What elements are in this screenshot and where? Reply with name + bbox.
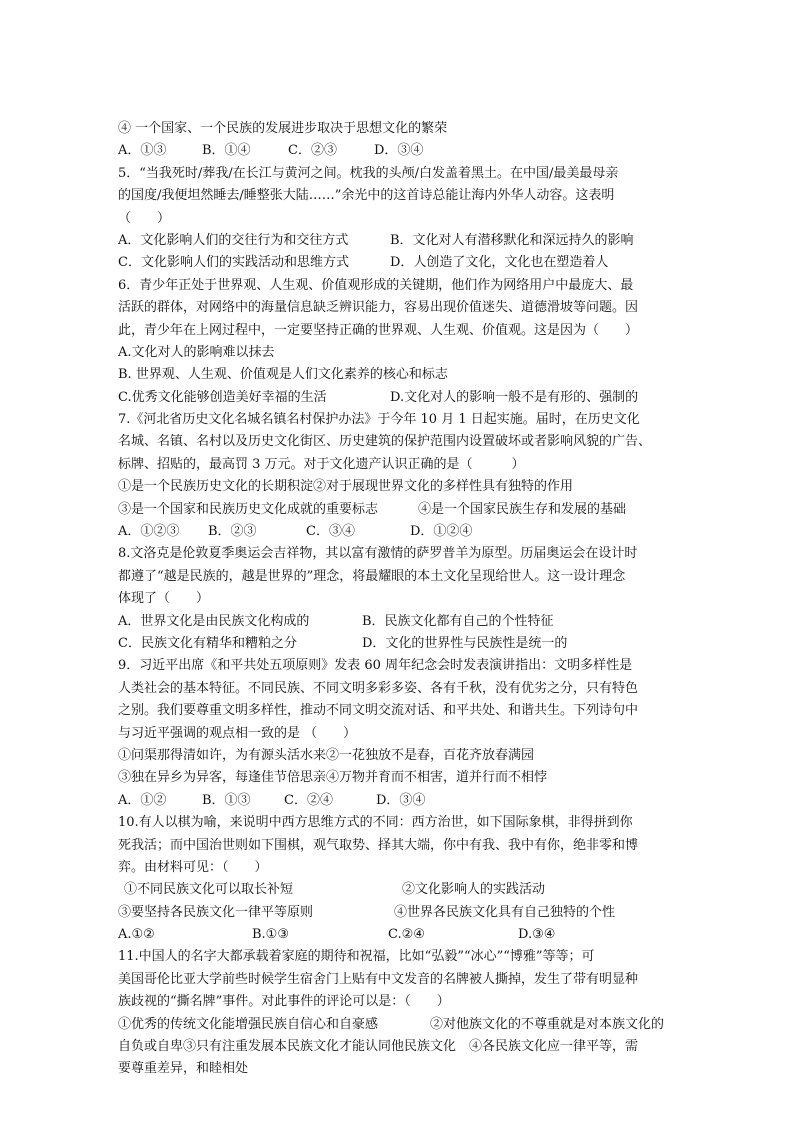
q6-stem-line-3: 此，青少年在上网过程中，一定要坚持正确的世界观、人生观、价值观。这是因为（ ） xyxy=(118,322,639,338)
q8-option-a[interactable]: A．世界文化是由民族文化构成的 xyxy=(118,613,310,629)
q9-statements-1-2: ①问渠那得清如许，为有源头活水来②一花独放不是春，百花齐放春满园 xyxy=(118,747,535,763)
q9-stem-line-4: 与习近平强调的观点相一致的是 （ ） xyxy=(118,725,357,741)
q5-options-row-1 xyxy=(118,230,678,252)
q9-option-b[interactable]: B．①③ xyxy=(202,792,251,808)
q8-option-c[interactable]: C．民族文化有精华和糟粕之分 xyxy=(118,635,297,651)
q7-stem-line-3: 标牌、招贴的，最高罚 3 万元。对于文化遗产认识正确的是（ ） xyxy=(118,456,525,472)
q10-option-d[interactable]: D.③④ xyxy=(518,927,556,943)
q10-stem-line-1: 10.有人以棋为喻，来说明中西方思维方式的不同：西方治世，如下国际象棋，非得拼到你 xyxy=(118,815,633,831)
q9-stem-line-2: 人类社会的基本特征。不同民族、不同文明多彩多姿、各有千秋，没有优劣之分，只有特色 xyxy=(118,680,639,696)
q7-option-c[interactable]: C．③④ xyxy=(306,524,355,540)
q5-option-b[interactable]: B．文化对人有潜移默化和深远持久的影响 xyxy=(390,232,634,248)
q10-option-c[interactable]: C.②④ xyxy=(388,927,425,943)
exam-page xyxy=(118,118,678,1081)
q10-statements-row-2 xyxy=(118,902,678,924)
q9-stem-line-3: 之别。我们要尊重文明多样性，推动不同文明交流对话、和平共处、和谐共生。下列诗句中 xyxy=(118,703,639,719)
q8-stem-line-1: 8.文洛克是伦敦夏季奥运会吉祥物，其以富有激情的萨罗普羊为原型。历届奥运会在设计时 xyxy=(118,546,638,562)
q7-stem-line-2: 名城、名镇、名村以及历史文化街区、历史建筑的保护范围内设置破坏或者影响风貌的广告、 xyxy=(118,434,652,450)
q11-stem-line-3: 族歧视的“撕名牌”事件。对此事件的评论可以是：（ ） xyxy=(118,994,450,1010)
q11-statements-row-1 xyxy=(118,1014,678,1036)
q10-statement-3: ③要坚持各民族文化一律平等原则 xyxy=(118,904,314,920)
q10-option-b[interactable]: B.①③ xyxy=(252,927,289,943)
q9-stem-line-1: 9．习近平出席《和平共处五项原则》发表 60 周年纪念会时发表演讲指出：文明多样性是 xyxy=(118,658,633,674)
q10-options xyxy=(118,924,678,946)
q7-option-b[interactable]: B．②③ xyxy=(208,524,257,540)
q9-option-a[interactable]: A．①② xyxy=(118,792,167,808)
q10-statement-4: ④世界各民族文化具有自己独特的个性 xyxy=(394,904,616,920)
q9-option-c[interactable]: C．②④ xyxy=(284,792,333,808)
q7-options xyxy=(118,521,678,543)
q7-statement-3: ③是一个国家和民族历史文化成就的重要标志 xyxy=(118,501,379,517)
q5-option-d[interactable]: D．人创造了文化，文化也在塑造着人 xyxy=(390,255,609,271)
q5-option-c[interactable]: C．文化影响人们的实践活动和思维方式 xyxy=(118,255,349,271)
q4-option-a[interactable]: A．①③ xyxy=(118,143,167,159)
q10-stem-line-2: 死我活；而中国治世则如下围棋，观气取势、择其大端，你中有我、我中有你，绝非零和博 xyxy=(118,837,639,853)
q5-stem-line-3: （ ） xyxy=(118,210,171,226)
q6-options-row-cd xyxy=(118,387,678,409)
q9-option-d[interactable]: D．③④ xyxy=(376,792,426,808)
q6-option-a[interactable]: A.文化对人的影响难以抹去 xyxy=(118,344,275,360)
q8-stem-line-3: 体现了（ ） xyxy=(118,591,210,607)
q11-stem-line-1: 11.中国人的名字大都承载着家庭的期待和祝福，比如“弘毅”“冰心”“博雅”等等；可 xyxy=(118,949,595,965)
q9-options xyxy=(118,790,678,812)
q6-option-b[interactable]: B. 世界观、人生观、价值观是人们文化素养的核心和标志 xyxy=(118,367,448,383)
q4-option-b[interactable]: B．①④ xyxy=(202,143,251,159)
q7-option-d[interactable]: D．①②④ xyxy=(410,524,473,540)
q4-statement-4: ④ 一个国家、一个民族的发展进步取决于思想文化的繁荣 xyxy=(118,121,448,136)
q8-options-row-1 xyxy=(118,611,678,633)
q8-option-b[interactable]: B．民族文化都有自己的个性特征 xyxy=(362,613,554,629)
q11-statements-row-3: 要尊重差异，和睦相处 xyxy=(118,1061,249,1077)
q7-statements-1-2: ①是一个民族历史文化的长期积淀②对于展现世界文化的多样性具有独特的作用 xyxy=(118,479,574,495)
q6-stem-line-1: 6．青少年正处于世界观、人生观、价值观形成的关键期，他们作为网络用户中最庞大、最 xyxy=(118,277,634,293)
q10-option-a[interactable]: A.①② xyxy=(118,927,155,943)
q7-statement-4: ④是一个国家民族生存和发展的基础 xyxy=(418,501,627,517)
q7-option-a[interactable]: A．①②③ xyxy=(118,524,180,540)
q6-option-d[interactable]: D.文化对人的影响一般不是有形的、强制的 xyxy=(390,389,639,405)
q9-statements-3-4: ③独在异乡为异客，每逢佳节倍思亲④万物并育而不相害，道并行而不相悖 xyxy=(118,770,548,786)
q10-statement-2: ②文化影响人的实践活动 xyxy=(402,882,546,898)
q11-statements-row-2: 自负或自卑③只有注重发展本民族文化才能认同他民族文化 ④各民族文化应一律平等，需 xyxy=(118,1039,639,1055)
q10-statement-1: ①不同民族文化可以取长补短 xyxy=(124,882,294,898)
q5-options-row-2 xyxy=(118,252,678,274)
q8-options-row-2 xyxy=(118,633,678,655)
q5-option-a[interactable]: A．文化影响人们的交往行为和交往方式 xyxy=(118,232,349,248)
q11-statement-1: ①优秀的传统文化能增强民族自信心和自豪感 xyxy=(118,1016,379,1032)
q7-stem-line-1: 7.《河北省历史文化名城名镇名村保护办法》于今年 10 月 1 日起实施。届时，在历史文化 xyxy=(118,412,640,428)
q4-option-d[interactable]: D．③④ xyxy=(374,143,424,159)
q10-statements-row-1 xyxy=(118,879,678,901)
q6-option-c[interactable]: C.优秀文化能够创造美好幸福的生活 xyxy=(118,389,327,405)
q5-stem-line-2: 的国度/我便坦然睡去/睡整张大陆……”余光中的这首诗总能让海内外华人动容。这表明 xyxy=(118,188,615,204)
q8-option-d[interactable]: D．文化的世界性与民族性是统一的 xyxy=(362,635,568,651)
q10-stem-line-3: 弈。由材料可见：（ ） xyxy=(118,859,268,875)
q7-statements-3-4 xyxy=(118,499,678,521)
q11-statement-2-start: ②对他族文化的不尊重就是对本族文化的 xyxy=(430,1016,665,1032)
q8-stem-line-2: 都遵了“越是民族的，越是世界的”理念，将最耀眼的本土文化呈现给世人。这一设计理念 xyxy=(118,568,626,584)
q11-stem-line-2: 美国哥伦比亚大学前些时候学生宿舍门上贴有中文发音的名牌被人撕掉，发生了带有明显种 xyxy=(118,971,639,987)
q4-option-c[interactable]: C．②③ xyxy=(288,143,337,159)
q6-stem-line-2: 活跃的群体，对网络中的海量信息缺乏辨识能力，容易出现价值迷失、道德滑坡等问题。因 xyxy=(118,300,639,316)
q5-stem-line-1: 5．“当我死时/葬我/在长江与黄河之间。枕我的头颅/白发盖着黑土。在中国/最美最母亲 xyxy=(118,165,619,181)
q4-options xyxy=(118,140,678,162)
